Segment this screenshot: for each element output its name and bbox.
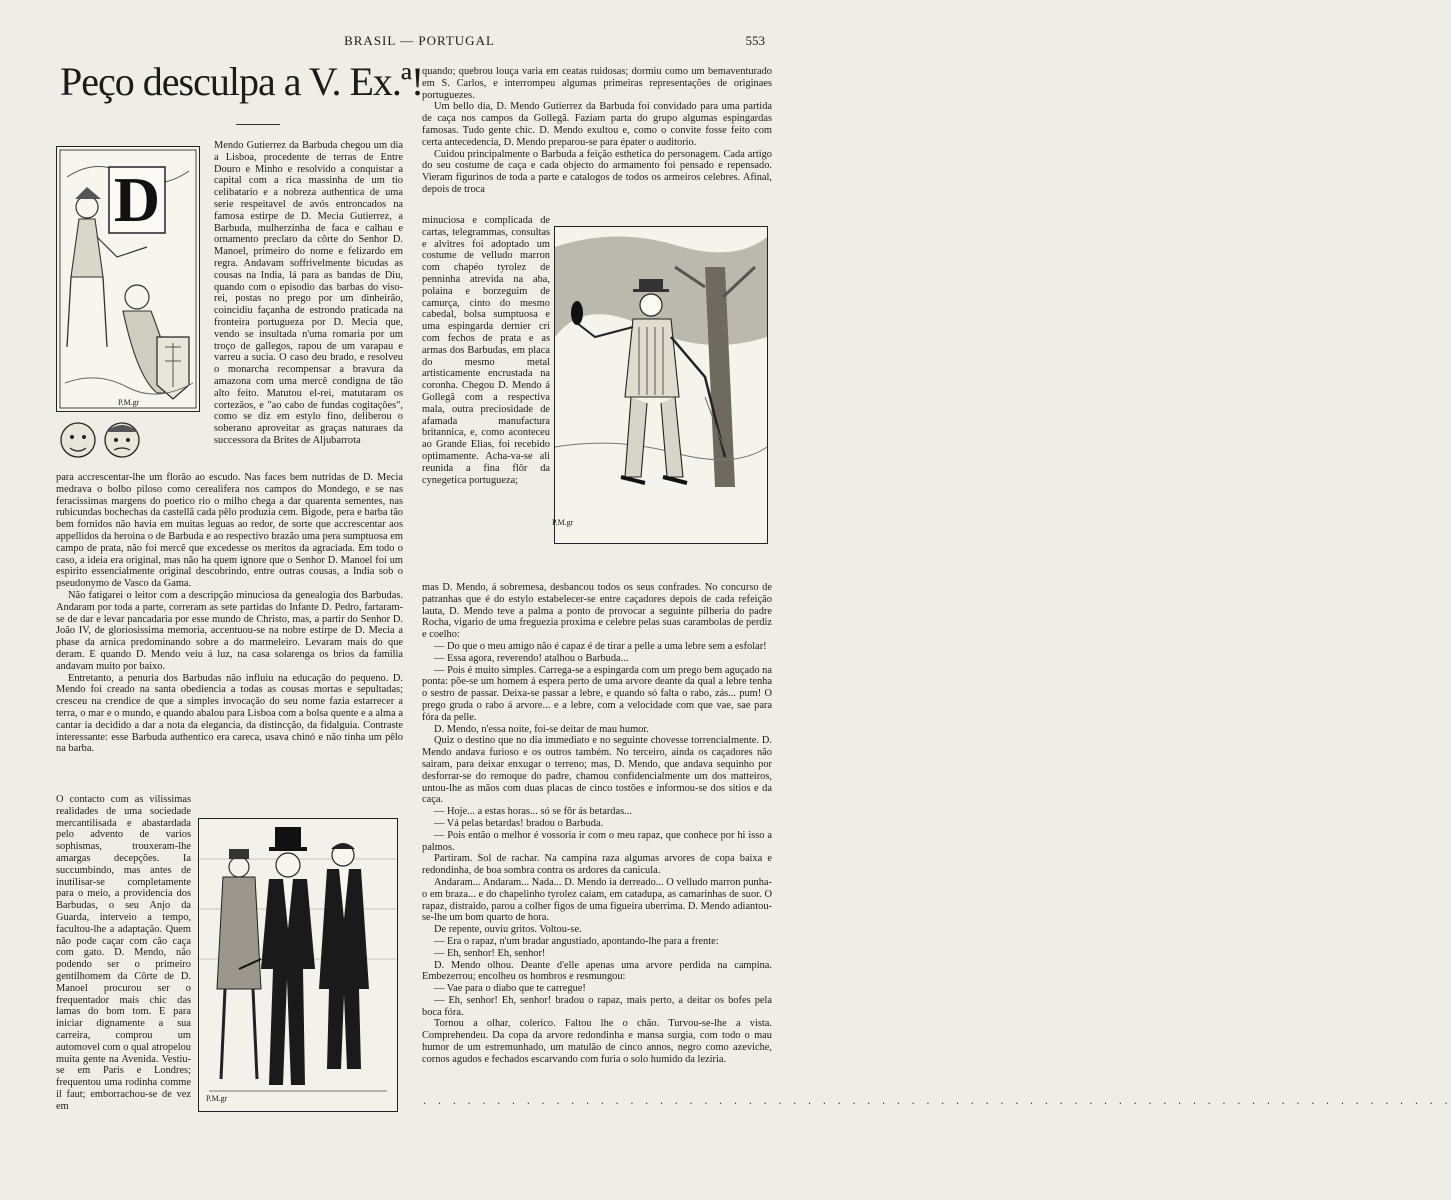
paragraph: — Do que o meu amigo não é capaz é de tirar a pelle a uma lebre sem a esfolar! xyxy=(434,640,767,652)
paragraph: — Vae para o diabo que te carregue! xyxy=(434,983,586,995)
illustrator-signature: P.M.gr xyxy=(118,398,140,407)
illustrator-signature: P.M.gr xyxy=(552,518,574,527)
article-column-a: Mendo Gutierrez da Barbuda chegou um dia a Lisboa, procedente de terras de Entre Douro e Minho e resolvido a conquistar a capital com a rica massinha de um tio celibatario e a nobreza authentica de uma serie respeitavel de avós entroncados na famosa estirpe de D. Mecia Gutierrez, a Barbuda, mulherzinha de faca e calhau e ornamento preclaro da côrte do Senhor D. Manoel, primeiro do nome e felizardo em regra. Andavam soffrivelmente bicudas as cousas na India, lá para as bandas de Diu, quando com o episodio das barbas do viso-rei, postas no prego por um dinheirão, coincidiu façanha de estrondo praticada na fronteira portugueza por D. Mecia que, vendo se insultada n'uma romaria por um troço de gallegos, rapou de um varapau e varreu a sucia. O caso deu brado, e resolveu o monarcha recompensar a bravura da amazona com uma mercê condigna de tão alto feito. Matutou el-rei, matutaram os cortezãos, e "ao cabo de fundas cogitações", como se diz em estylo fino, deliberou o soberano aproveitar as graças naturaes da successora da Brites de Aljubarrota xyxy=(214,140,403,446)
paragraph: Partiram. Sol de rachar. Na campina raza algumas arvores de copa baixa e redondinha, de boa sombra contra os ardores da canicula. xyxy=(422,853,772,877)
paragraph: — Essa agora, reverendo! atalhou o Barbuda... xyxy=(434,652,629,664)
paragraph: Não fatigarei o leitor com a descripção minuciosa da genealogia dos Barbudas. Andaram por toda a parte, correram as sete partidas do Infante D. Pedro, fartaram-se de dar e levar pancadaria por esse mundo de Christo, mas, a partir do Senhor D. João IV, de gloriosissima memoria, accentuou-se na nobre estirpe de D. Mecia a phase da arnica predominando sobre a do marmeleiro. Levaram mais do que deram. E quando D. Mendo veiu á luz, na casa solarenga os brios da familia andavam muito por baixo. xyxy=(56,589,403,672)
gentlemen-illustration xyxy=(198,818,398,1112)
page-number: 553 xyxy=(745,33,765,48)
running-title: BRASIL — PORTUGAL xyxy=(344,33,495,48)
paragraph: — Pois então o melhor é vossoria ir com o meu rapaz, que conhece por hi isso a palmos. xyxy=(422,829,772,853)
paragraph: — Era o rapaz, n'um bradar angustiado, apontando-lhe para a frente: xyxy=(434,935,719,947)
decorative-heads xyxy=(56,410,166,466)
paragraph: quando; quebrou louça varia em ceatas ruidosas; dormiu como um bemaventurado em S. Carlos, e interrompeu algumas primeiras representações de originaes portuguezes. xyxy=(422,66,772,101)
article-column-b xyxy=(56,472,403,794)
paragraph: — Eh, senhor! Eh, senhor! bradou o rapaz, mais perto, a deitar os bofes pela boca fóra. xyxy=(422,994,772,1018)
paragraph: De repente, ouviu gritos. Voltou-se. xyxy=(434,924,582,936)
article-column-f xyxy=(422,582,772,1105)
drop-cap-letter: D xyxy=(113,164,161,235)
paragraph: — Eh, senhor! Eh, senhor! xyxy=(434,947,546,959)
article-column-e: minuciosa e complicada de cartas, telegrammas, consultas e alvitres foi adoptado um costume de velludo marron com chapéo tyrolez de penninha atrevida na aba, polaina e borzeguim de camurça, cinto do mesmo cabedal, bolsa sumptuosa e uma espingarda dernier cri com fechos de prata e as armas dos Barbudas, em placa do mesmo metal artisticamente encrustada na coronha. Chegou D. Mendo á Gollegã com a respectiva mala, outra preciosidade de afamada manufactura britannica, e, como aconteceu ao Grande Elias, foi recebido optimamente. Acha-va-se ali reunida a fina flôr da cynegetica portugueza; xyxy=(422,215,550,486)
article-column-c: O contacto com as vilissimas realidades de uma sociedade mercantilisada e abastardada pelo advento de varios sophismas, trouxeram-lhe amargas decepções. Ia succumbindo, mas antes de inutilisar-se completamente para o meio, a providencia dos Barbudas, o seu Anjo da Guarda, interveio a tempo, facultou-lhe a adaptação. Quem não pode caçar com cão caça com gato. D. Mendo, não podendo ser o primeiro gentilhomem da Côrte de D. Manoel procurou ser o frequentador mais chic das lamas do bom tom. E para iniciar dignamente a sua carreira, comprou um automovel com o qual atropelou muita gente na Avenida. Vestiu-se em Paris e Londres; frequentou uma rodinha comme il faut; emborrachou-se de vez em xyxy=(56,794,191,1112)
paragraph: Entretanto, a penuria dos Barbudas não influiu na educação do pequeno. D. Mendo foi creado na santa obediencia a todas as cousas mortas e sepultadas; cresceu na crendice de que a simples invocação do seu nome fazia estarrecer a terra, o mar e o mundo, e quando abalou para Lisboa com a bolsa quente e a alma a cantar ia decidido a dar a nota da elegancia, da distincção, da fidalguia. Contraste interessante: esse Barbuda authentico era careca, usava chinó e não tinha um pêlo na barba. xyxy=(56,672,403,755)
paragraph: D. Mendo olhou. Deante d'elle apenas uma arvore perdida na campina. Embezerrou; encolheu os hombros e resmungou: xyxy=(422,959,772,983)
article-headline: Peço desculpa a V. Ex.ª! xyxy=(60,59,424,104)
paragraph: Cuidou principalmente o Barbuda a feição esthetica do personagem. Cada artigo do seu costume de caça e cada objecto do armamento foi pensado e repensado. Vieram figurinos de toda a parte e catalogos de todos os armeiros celebres. Afinal, depois de troca xyxy=(422,148,772,195)
article-column-d xyxy=(422,66,772,214)
headline-rule xyxy=(236,124,280,125)
running-header xyxy=(0,33,839,49)
closing-dotted-line: . . . . . . . . . . . . . . . . . . . . . . . . . . . . . . . . . . . . . . . . . . . . . . . . . . . . . . . . . . . . . . . . . . . . . . xyxy=(422,1097,1451,1107)
paragraph: D. Mendo, n'essa noite, foi-se deitar de mau humor. xyxy=(434,723,649,735)
paragraph: — Vá pelas betardas! bradou o Barbuda. xyxy=(434,817,604,829)
paragraph: para accrescentar-lhe um florão ao escudo. Nas faces bem nutridas de D. Mecia medrava o bolbo piloso como cerealifera nos campos do Mondego, e se nas feracissimas margens do poetico rio o milho chega a dar quarenta sementes, nas rubicundas bochechas da castellã cada pêlo produzia cem. Bigode, pera e barba tão bem fornidos não havia em muitas leguas ao redor, de sorte que accrescentar aos appellidos da heroina o de Barbuda e ao respectivo brazão uma pera sumptuosa em campo de prata, não foi mercê que excedesse os meritos da agraciada. Em todo o caso, a ideia era original, mas não ha quem ignore que o Senhor D. Manoel foi um espirito essencialmente original descobrindo, entre outras cousas, a India sob o pseudonymo de Vasco da Gama. xyxy=(56,472,403,590)
paragraph: — Pois é muito simples. Carrega-se a espingarda com um prego bem aguçado na ponta: põe-se um homem á espera perto de uma arvore deante da qual a lebre tenha o sestro de passar. Deixa-se passar a lebre, e quando só falta o rabo, zás... pum! O prego gruda o rabo á arvore... e a lebre, com a velocidade com que vae, sae para fóra da pelle. xyxy=(422,664,772,723)
drop-cap-illustration xyxy=(56,146,200,412)
paragraph: Um bello dia, D. Mendo Gutierrez da Barbuda foi convidado para uma partida de caça nos campos da Gollegã. Faziam parta do grupo algumas espingardas famosas. Tudo gente chic. D. Mendo exultou e, como o convite fosse feito com certa antecedencia, D. Mendo preparou-se para épater o auditorio. xyxy=(422,101,772,148)
paragraph: Quiz o destino que no dia immediato e no seguinte chovesse torrencialmente. D. Mendo andava furioso e os outros também. No terceiro, ainda os caçadores não sairam, para deixar enxugar o terreno; mas, D. Mendo, que andava sequinho por desforrar-se do remoque do padre, chamou confidencialmente um dos matteiros, untou-lhe as mãos com duas placas de cinco tostões e informou-se dos sitios e da caça. xyxy=(422,735,772,806)
hunter-illustration xyxy=(554,226,768,544)
illustrator-signature: P.M.gr xyxy=(206,1094,228,1103)
paragraph: Tornou a olhar, colerico. Faltou lhe o chão. Turvou-se-lhe a vista. Comprehendeu. Da copa da arvore redondinha e mansa surgia, com todo o mau humor de um estremunhado, um matulão de cinco annos, negro como azeviche, cornos agudos e fechados escarvando com furia o solo humido da lezíria. xyxy=(422,1018,772,1065)
paragraph: mas D. Mendo, á sobremesa, desbancou todos os seus confrades. No concurso de patranhas que é do estylo estabelecer-se entre caçadores depois de cada refeição lauta, D. Mendo teve a palma a ponto de provocar a seguinte pilheria do padre Rocha, vigario de uma freguezia proxima e celebre pelas suas carambolas de perdiz e coelho: xyxy=(422,582,772,641)
paragraph: Andaram... Andaram... Nada... D. Mendo ia derreado... O velludo marron punha-o em braza... e do chapelinho tyrolez caiam, em catadupa, as camarinhas de suor. O rapaz, distraido, parou a colher figos de uma figueira uberrima. D. Mendo adiantou-se-lhe um bom quarto de hora. xyxy=(422,876,772,924)
paragraph: — Hoje... a estas horas... só se fôr ás betardas... xyxy=(434,806,632,818)
